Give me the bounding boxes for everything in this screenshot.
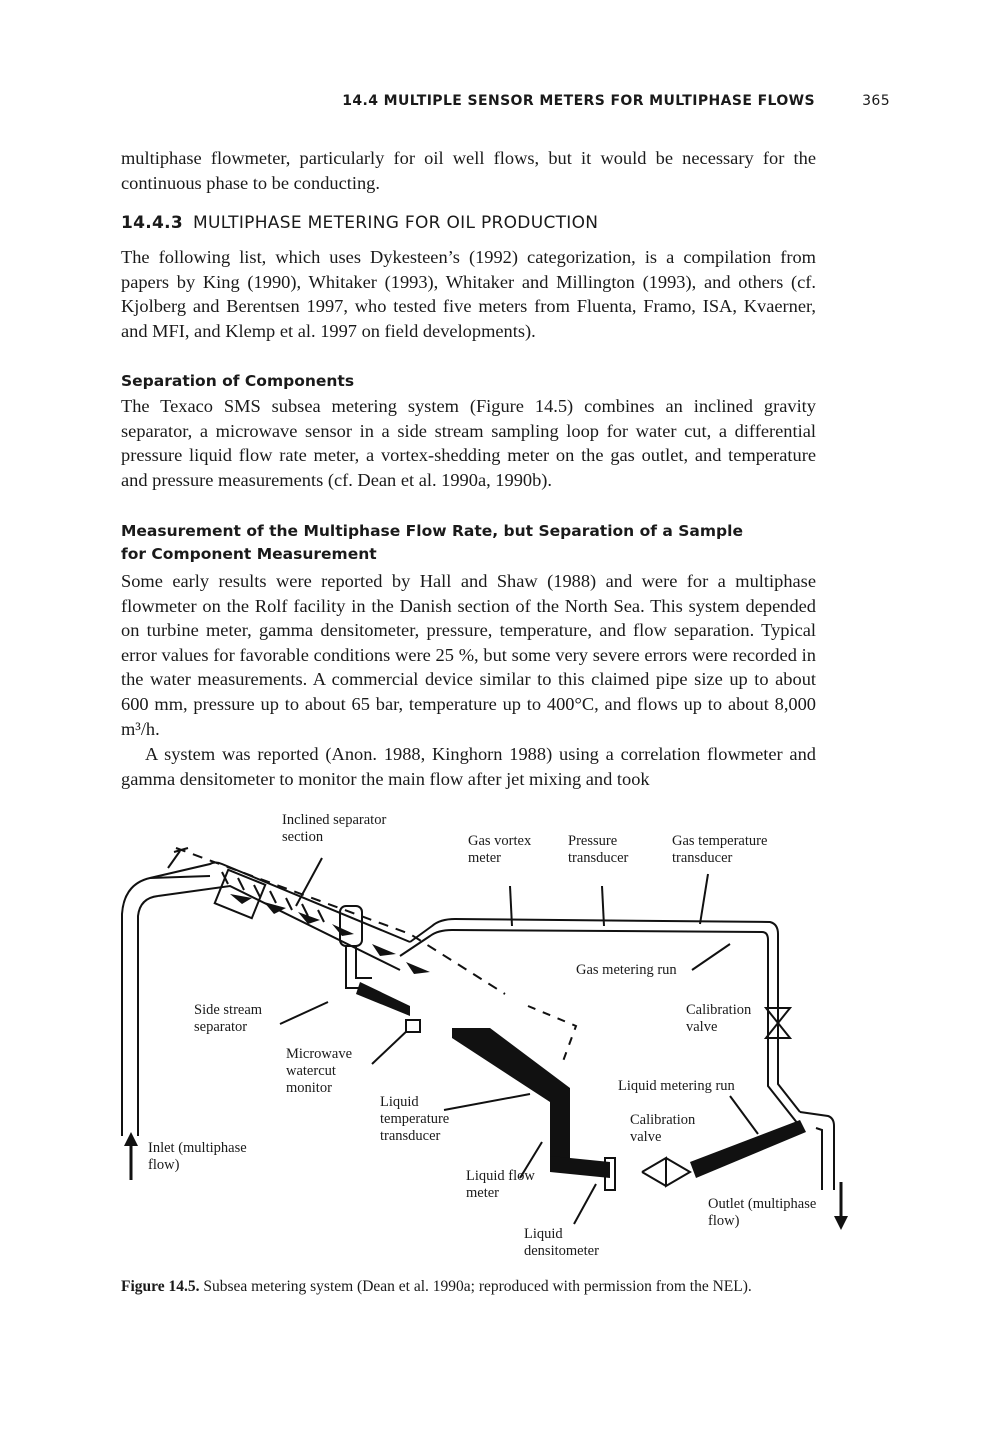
subheading-multiphase: Measurement of the Multiphase Flow Rate, but Separation of a Sample for Component Measurement [121,522,743,563]
label-side-stream-separator: Side stream separator [194,1002,263,1035]
label-liquid-calibration-valve: Calibration valve [630,1112,696,1145]
figure-14-5 [110,806,850,1266]
label-outlet: Outlet (multiphase flow) [708,1196,817,1229]
section-number: 14.4.3 [121,213,184,233]
caption-text: Subsea metering system (Dean et al. 1990a; reproduced with permission from the NEL). [203,1278,752,1295]
outlet-pipe-inner [816,1128,822,1190]
side-stream-liquid [356,982,410,1016]
leader-side-stream [280,1002,328,1024]
label-inclined-separator: Inclined separator section [282,812,387,845]
outlet-arrow-shaft [840,1182,843,1218]
label-liquid-densitometer: Liquid densitometer [524,1226,599,1259]
page-number: 365 [862,93,890,109]
microwave-monitor-box [406,1020,420,1032]
liquid-calibration-valve-symbol [642,1158,690,1186]
running-head [120,93,890,115]
inlet-arrow-shaft [130,1146,133,1180]
outlet-arrow-head [834,1216,848,1230]
label-pressure-transducer: Pressure transducer [568,833,629,866]
separator-liquid-layer [230,894,430,974]
section-heading [121,213,598,233]
label-microwave-watercut-monitor: Microwave watercut monitor [286,1046,353,1096]
liquid-horizontal-run [550,1156,610,1178]
section-title: MULTIPHASE METERING FOR OIL PRODUCTION [193,213,599,233]
caption-label: Figure 14.5. [121,1278,200,1295]
separator-lower-shell [158,886,400,970]
label-inlet: Inlet (multiphase flow) [148,1140,247,1173]
leader-microwave [372,1028,410,1064]
label-liquid-metering-run: Liquid metering run [618,1078,735,1094]
leader-liquid-calibration [730,1096,758,1134]
label-gas-calibration-valve: Calibration valve [686,1002,752,1035]
label-gas-temperature-transducer: Gas temperature transducer [672,833,768,866]
leader-gas-temperature [700,874,708,924]
continued-paragraph: multiphase flowmeter, particularly for oil well flows, but it would be necessary for the continuous phase to be conducting. [121,148,816,193]
separator-end-mark [168,851,180,868]
dashed-flow-guide [528,1006,576,1064]
label-liquid-temperature-transducer: Liquid temperature transducer [380,1094,450,1144]
hall-shaw-paragraph: Some early results were reported by Hall and Shaw (1988) and were for a multiphase flowmeter on the Rolf facility in the Danish section of the North Sea. This system depended on turbine meter, gamma densitometer, pressure, temperature, and flow separation. Typical error values for favorable conditions were 25 %, but some very severe errors were recorded in the water measurements. A commercial device similar to this claimed pipe size up to about 600 mm, pressure up to about 65 bar, temperature up to 400°C, and flows up to about 8,000 m³/h. [121,571,816,739]
anon-paragraph: A system was reported (Anon. 1988, Kinghorn 1988) using a correlation flowmeter and gamma densitometer to monitor the main flow after jet mixing and took [121,744,816,789]
running-head-title: 14.4 MULTIPLE SENSOR METERS FOR MULTIPHASE FLOWS [342,93,815,109]
label-liquid-flow-meter: Liquid flow meter [466,1168,535,1201]
outlet-pipe-outer [800,1112,834,1190]
leader-gas-metering-run [692,944,730,970]
side-stream-loop-left [346,946,362,988]
label-gas-vortex-meter: Gas vortex meter [468,833,532,866]
figure-caption [121,1276,816,1297]
inlet-pipe-right-wall [138,896,158,1136]
side-stream-loop-right [356,946,372,978]
intro-paragraph: The following list, which uses Dykesteen’s (1992) categorization, is a compilation from papers by King (1990), Whitaker (1993), Whitaker and Millington (1993), and others (cf. Kjolberg and Berentsen 1997, who tested five meters from Fluenta, Framo, ISA, Kvaerner, and MFI, and Klemp et al. 1997 on field developments). [121,247,816,341]
leader-inclined-separator [296,858,322,906]
subheading-separation: Separation of Components [121,372,355,390]
separation-paragraph: The Texaco SMS subsea metering system (Figure 14.5) combines an inclined gravity separator, a microwave sensor in a side stream sampling loop for water cut, a differential pressure liquid flow rate meter, a vortex-shedding meter on the gas outlet, and temperature and pressure measurements (cf. Dean et al. 1990a, 1990b). [121,396,816,490]
separator-upper-shell [150,863,410,943]
label-gas-metering-run: Gas metering run [576,962,677,978]
leader-liquid-densitometer [574,1184,596,1224]
inlet-arrow-head [124,1132,138,1146]
